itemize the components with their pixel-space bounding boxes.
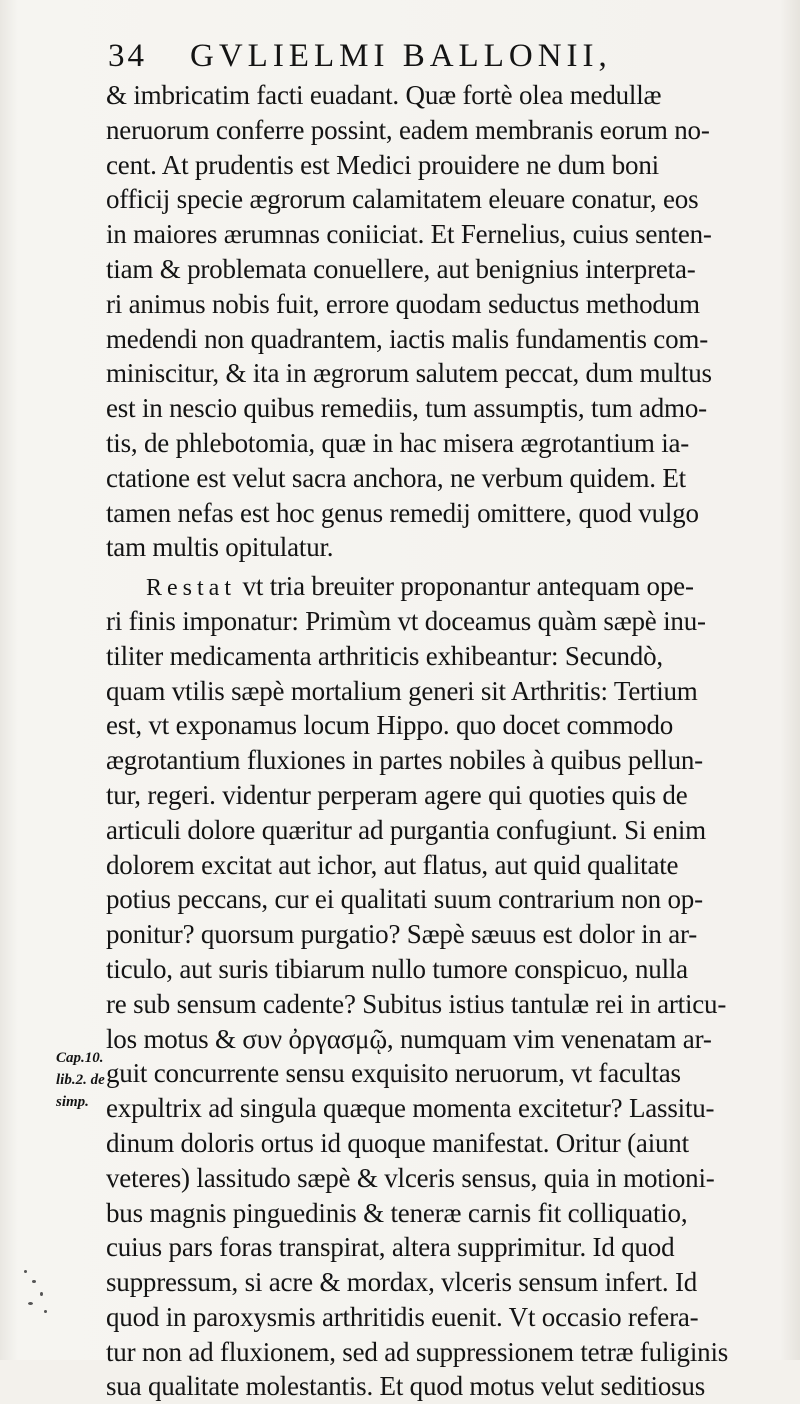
- text-line: ponitur? quorsum purgatio? Sæpè sæuus est dolor in ar-: [106, 919, 698, 950]
- text-line: ticulo, aut suris tibiarum nullo tumore conspicuo, nulla: [106, 953, 688, 984]
- margin-note-line: simp.: [56, 1094, 89, 1110]
- text-line: dolorem excitat aut ichor, aut flatus, aut quid qualitate: [106, 849, 679, 880]
- page-header: [108, 38, 668, 78]
- text-line: cuius pars foras transpirat, altera supprimitur. Id quod: [106, 1232, 675, 1263]
- paragraph-2: [106, 569, 766, 1404]
- text-line: los motus & συν ὀργασμῷ, numquam vim venenatam ar-: [106, 1023, 712, 1054]
- text-line: dinum doloris ortus id quoque manifestat. Oritur (aiunt: [106, 1127, 689, 1158]
- text-line: ri finis imponatur: Primùm vt doceamus quàm sæpè inu-: [106, 605, 706, 636]
- text-line: bus magnis pinguedinis & teneræ carnis fit colliquatio,: [106, 1197, 688, 1228]
- text-line: tiliter medicamenta arthriticis exhibeantur: Secundò,: [106, 640, 663, 671]
- running-title: GVLIELMI BALLONII,: [190, 38, 612, 74]
- margin-note: [56, 1047, 126, 1113]
- text-line: & imbricatim facti euadant. Quæ fortè olea medullæ: [106, 80, 662, 110]
- text-line: cent. At prudentis est Medici prouidere ne dum boni: [106, 149, 659, 180]
- paragraph-2-first-line: [106, 569, 766, 604]
- text-line: veteres) lassitudo sæpè & vlceris sensus, quia in motioni-: [106, 1162, 715, 1193]
- text-line: articuli dolore quæritur ad purgantia confugiunt. Si enim: [106, 814, 706, 845]
- text-line: medendi non quadrantem, iactis malis fundamentis com-: [106, 323, 708, 354]
- text-line: expultrix ad singula quæque momenta excitetur? Lassitu-: [106, 1093, 715, 1124]
- lead-word: Restat: [146, 575, 236, 602]
- text-line: sua qualitate molestantis. Et quod motus velut seditiosus: [106, 1371, 706, 1402]
- text-line: tur non ad fluxionem, sed ad suppressionem tetræ fuliginis: [106, 1336, 729, 1367]
- text-line: potius peccans, cur ei qualitati suum contrarium non op-: [106, 884, 703, 915]
- text-line: quam vtilis sæpè mortalium generi sit Arthritis: Tertium: [106, 675, 698, 706]
- text-line: tamen nefas est hoc genus remedij omittere, quod vulgo: [106, 497, 699, 528]
- ink-speck: [28, 1302, 33, 1305]
- page-number: 34: [108, 38, 147, 74]
- text-line: tis, de phlebotomia, quæ in hac misera ægrotantium ia-: [106, 427, 690, 458]
- text-line: tur, regeri. videntur perperam agere qui quoties quis de: [106, 779, 688, 810]
- text-line: re sub sensum cadente? Subitus istius tantulæ rei in articu-: [106, 988, 727, 1019]
- margin-note-line: Cap.10.: [56, 1050, 104, 1066]
- margin-note-line: lib.2. de: [56, 1072, 105, 1088]
- text-line: neruorum conferre possint, eadem membranis eorum no-: [106, 114, 710, 145]
- text-line: guit concurrente sensu exquisito neruorum, vt facultas: [106, 1058, 681, 1089]
- text-line: in maiores ærumnas coniiciat. Et Fernelius, cuius senten-: [106, 219, 712, 250]
- text-line: est, vt exponamus locum Hippo. quo docet commodo: [106, 710, 674, 741]
- text-line: ctatione est velut sacra anchora, ne verbum quidem. Et: [106, 462, 686, 493]
- text-line: est in nescio quibus remediis, tum assumptis, tum admo-: [106, 393, 707, 424]
- text-line: officij specie ægrorum calamitatem eleuare conatur, eos: [106, 184, 699, 215]
- text-line: quod in paroxysmis arthritidis euenit. Vt occasio refera-: [106, 1301, 699, 1332]
- first-line-rest: vt tria breuiter proponantur antequam ope-: [236, 571, 694, 602]
- printer-ornament: [18, 1262, 58, 1322]
- ink-speck: [32, 1280, 36, 1283]
- text-line: ægrotantium fluxiones in partes nobiles à quibus pellun-: [106, 745, 703, 776]
- ink-speck: [44, 1310, 47, 1313]
- ink-speck: [40, 1292, 43, 1296]
- body-text: [106, 78, 766, 1404]
- text-line: tam multis opitulatur.: [106, 532, 334, 563]
- text-line: miniscitur, & ita in ægrorum salutem peccat, dum multus: [106, 358, 712, 389]
- text-line: tiam & problemata conuellere, aut benignius interpreta-: [106, 253, 696, 284]
- text-line: ri animus nobis fuit, errore quodam seductus methodum: [106, 288, 700, 319]
- paragraph-1: [106, 78, 766, 565]
- ink-speck: [24, 1270, 27, 1273]
- text-line: suppressum, si acre & mordax, vlceris sensum infert. Id: [106, 1267, 698, 1298]
